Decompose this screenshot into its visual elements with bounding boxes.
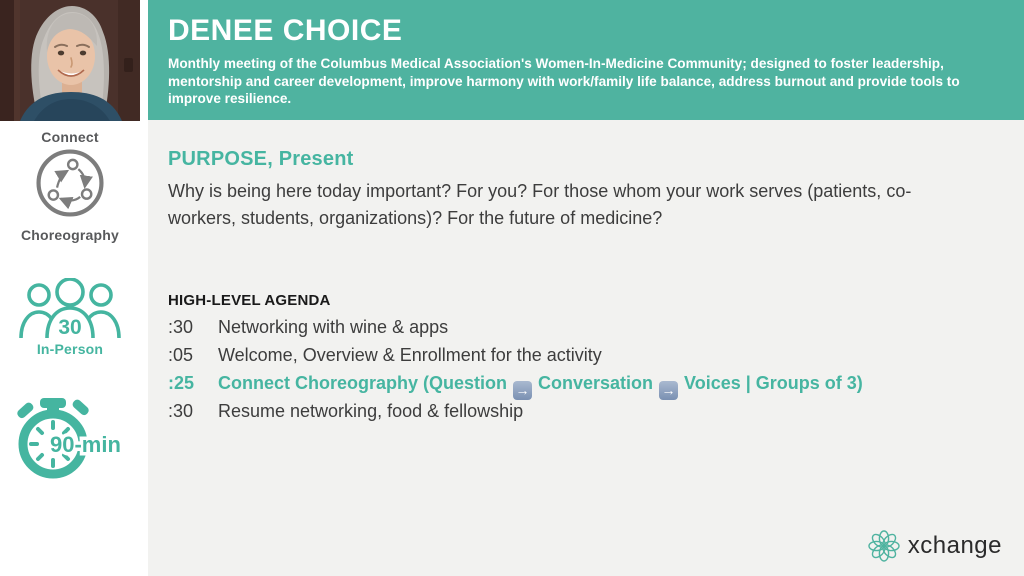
right-arrow-icon: → xyxy=(659,381,678,400)
agenda-text xyxy=(218,369,863,397)
activity-top-label: Connect xyxy=(41,129,99,145)
agenda-item xyxy=(168,397,1008,425)
agenda-text-part: Connect Choreography (Question xyxy=(218,373,508,393)
xchange-flower-icon xyxy=(866,528,902,564)
page-title: DENEE CHOICE xyxy=(168,14,403,47)
agenda-text: Resume networking, food & fellowship xyxy=(218,401,524,421)
duration-stopwatch-icon xyxy=(8,398,140,480)
right-arrow-icon: → xyxy=(513,381,532,400)
activity-bottom-label: Choreography xyxy=(20,227,120,243)
purpose-body: Why is being here today important? For you? For those whom your work serves (patients, co-workers, students, organizations)? For the future of medicine? xyxy=(168,181,912,228)
purpose-heading: PURPOSE, Present xyxy=(168,148,354,170)
agenda-text-part: Voices | Groups of 3) xyxy=(684,373,863,393)
agenda-item-highlighted xyxy=(168,369,1008,397)
attendance-count: 30 xyxy=(58,316,82,339)
agenda-heading: HIGH-LEVEL AGENDA xyxy=(168,292,331,309)
agenda-time: :05 xyxy=(168,345,194,365)
agenda-text-part: Conversation xyxy=(538,373,654,393)
agenda-time: :30 xyxy=(168,401,194,421)
agenda-text: Welcome, Overview & Enrollment for the activity xyxy=(218,345,602,365)
attendance-label: In-Person xyxy=(36,341,104,357)
connect-choreography-icon xyxy=(33,146,107,220)
agenda-item xyxy=(168,313,1008,341)
in-person-group-icon xyxy=(15,278,125,340)
agenda-time: :25 xyxy=(168,373,195,393)
agenda-text: Networking with wine & apps xyxy=(218,317,449,337)
agenda-list xyxy=(168,313,1008,425)
duration-label: 90-min xyxy=(50,432,121,457)
xchange-logo xyxy=(866,528,1002,564)
session-description: Monthly meeting of the Columbus Medical Association's Women-In-Medicine Community; designed to foster leadership, mentorship and career development, improve harmony with work/family life balance, address burnout and provide tools to improve resilience. xyxy=(168,56,960,106)
main-content xyxy=(148,120,1024,576)
speaker-photo xyxy=(0,0,140,121)
agenda-time: :30 xyxy=(168,317,194,337)
sidebar xyxy=(0,0,140,576)
agenda-item xyxy=(168,341,1008,369)
header-band xyxy=(148,0,1024,120)
logo-text: xchange xyxy=(907,532,1002,559)
